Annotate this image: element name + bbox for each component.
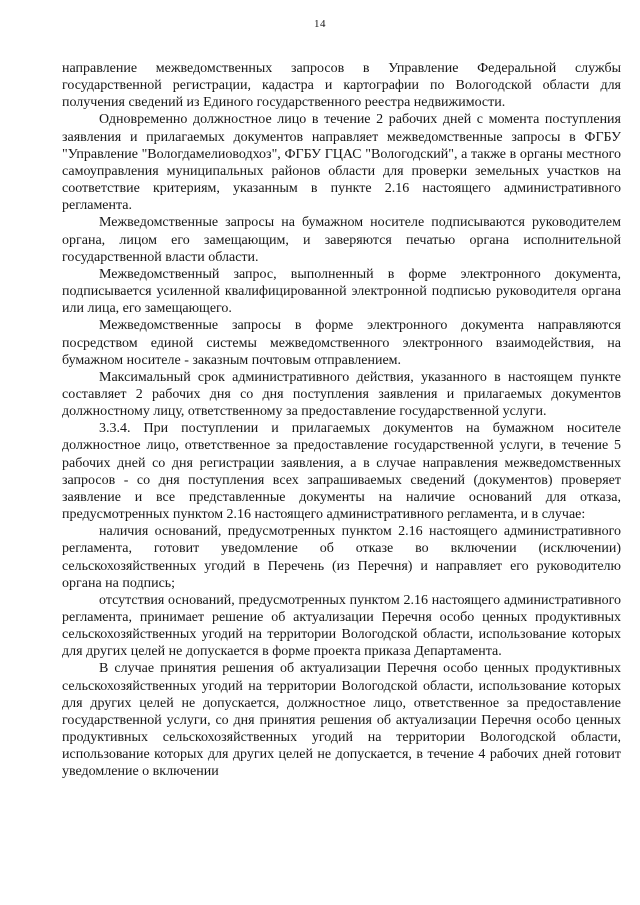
paragraph: Межведомственные запросы на бумажном носителе подписываются руководителем органа, лицом его замещающим, и заверяются печатью органа исполнительной государственной власти области. <box>62 215 621 265</box>
paragraph: Одновременно должностное лицо в течение 2 рабочих дней с момента поступления заявления и прилагаемых документов направляет межведомственные запросы в ФГБУ "Управление "Вологдамелиоводхоз", ФГБУ ГЦАС "Вологодский", а также в органы местного самоуправления муниципальных районов области для проверки земельных участков на соответствие критериям, указанным в пункте 2.16 настоящего административного регламента. <box>62 112 621 214</box>
paragraph: направление межведомственных запросов в Управление Федеральной службы государственной регистрации, кадастра и картографии по Вологодской области для получения сведений из Единого государственного реестра недвижимости. <box>62 61 621 111</box>
document-body <box>62 60 621 781</box>
paragraph: наличия оснований, предусмотренных пунктом 2.16 настоящего административного регламента, готовит уведомление об отказе во включении (исключении) сельскохозяйственных угодий в Перечень (из Перечня) и направляет его руководителю органа на подпись; <box>62 524 621 591</box>
page-number: 14 <box>314 18 326 30</box>
paragraph: Межведомственный запрос, выполненный в форме электронного документа, подписывается усиленной квалифицированной электронной подписью руководителя органа или лица, его замещающего. <box>62 266 621 317</box>
paragraph: Межведомственные запросы в форме электронного документа направляются посредством единой системы межведомственного электронного взаимодействия, на бумажном носителе - заказным почтовым отправлением. <box>62 318 621 368</box>
paragraph: отсутствия оснований, предусмотренных пунктом 2.16 настоящего административного регламента, принимает решение об актуализации Перечня особо ценных продуктивных сельскохозяйственных угодий на территории Вологодской области, использование которых для других целей не допускается в форме проекта приказа Департамента. <box>62 592 621 660</box>
paragraph: В случае принятия решения об актуализации Перечня особо ценных продуктивных сельскохозяйственных угодий на территории Вологодской области, использование которых для других целей не допускается, должностное лицо, ответственное за предоставление государственной услуги, со дня принятия решения об актуализации Перечня особо ценных продуктивных сельскохозяйственных угодий на территории Вологодской области, использование которых для других целей не допускается, в течение 4 рабочих дней готовит уведомление о включении <box>62 661 621 780</box>
paragraph: Максимальный срок административного действия, указанного в настоящем пункте составляет 2 рабочих дня со дня поступления заявления и прилагаемых документов должностному лицу, ответственному за предоставление государственной услуги. <box>62 369 621 420</box>
paragraph: 3.3.4. При поступлении и прилагаемых документов на бумажном носителе должностное лицо, ответственное за предоставление государственной услуги, в течение 5 рабочих дней со дня регистрации заявления, а в случае направления межведомственных запросов - со дня поступления всех запрашиваемых сведений (документов) проверяет заявление и все представленные документы на наличие оснований для отказа, предусмотренных пунктом 2.16 настоящего административного регламента, и в случае: <box>62 421 621 523</box>
